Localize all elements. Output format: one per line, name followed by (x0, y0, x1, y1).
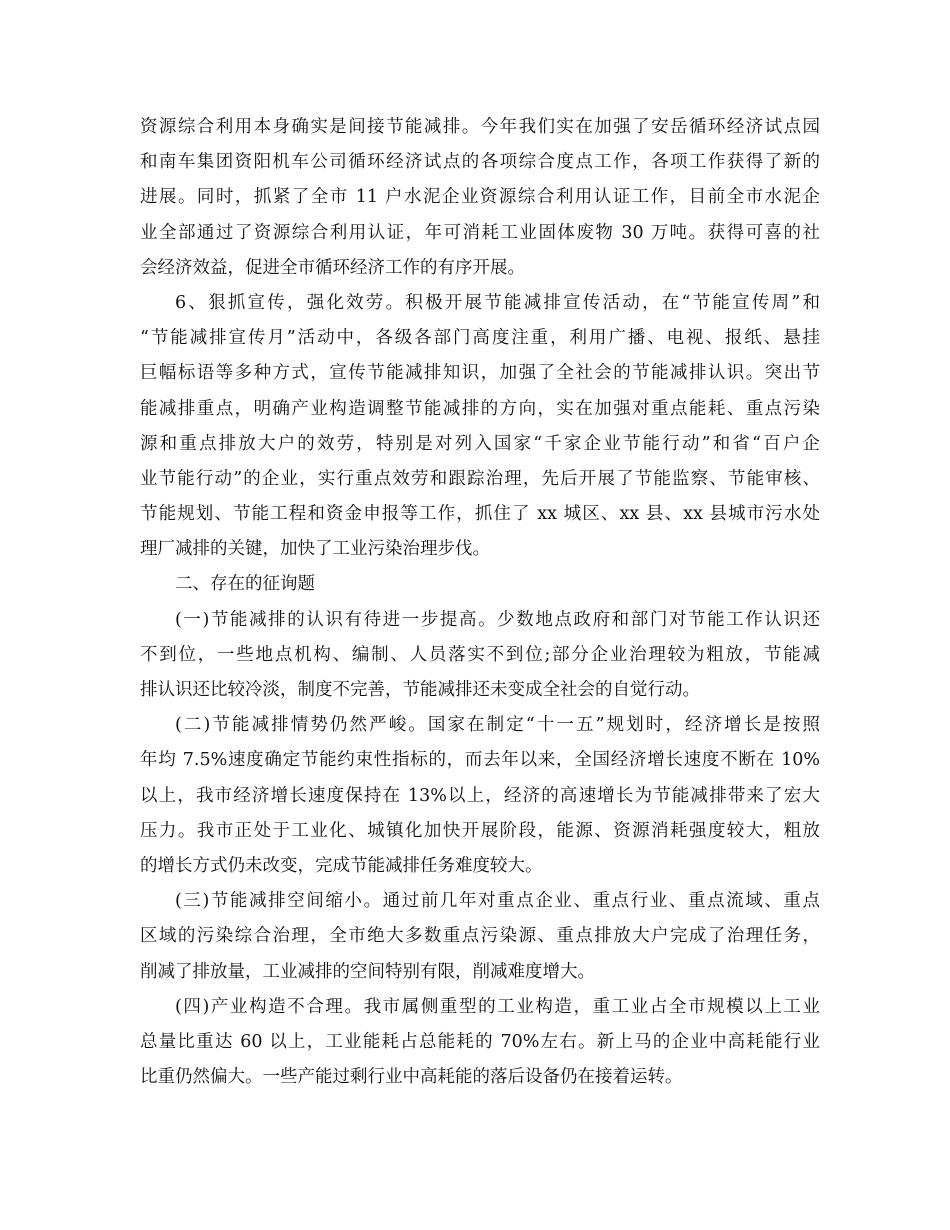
text-line: 进展。同时，抓紧了全市 11 户水泥企业资源综合利用认证工作，目前全市水泥企 (140, 187, 820, 208)
text-line: 节能规划、节能工程和资金申报等工作，抓住了 xx 城区、xx 县、xx 县城市污水处 (140, 504, 820, 525)
text-line: 6、狠抓宣传，强化效劳。积极开展节能减排宣传活动，在“节能宣传周”和 (175, 292, 820, 313)
text-line: (三)节能减排空间缩小。通过前几年对重点企业、重点行业、重点流域、重点 (175, 891, 820, 912)
paragraph (140, 708, 820, 884)
text-line: 业全部通过了资源综合利用认证，年可消耗工业固体废物 30 万吨。获得可喜的社 (140, 222, 820, 243)
text-line: 会经济效益，促进全市循环经济工作的有序开展。 (140, 257, 525, 278)
section-heading (140, 567, 820, 602)
text-line: 以上，我市经济增长速度保持在 13%以上，经济的高速增长为节能减排带来了宏大 (140, 785, 820, 806)
text-line: 理厂减排的关键，加快了工业污染治理步伐。 (140, 539, 490, 560)
text-line: 巨幅标语等多种方式，宣传节能减排知识，加强了全社会的节能减排认识。突出节 (140, 363, 820, 384)
text-line: (二)节能减排情势仍然严峻。国家在制定“十一五”规划时，经济增长是按照 (175, 715, 820, 736)
paragraph (140, 110, 820, 286)
text-line: 年均 7.5%速度确定节能约束性指标的，而去年以来，全国经济增长速度不断在 10% (140, 750, 820, 771)
text-line: (一)节能减排的认识有待进一步提高。少数地点政府和部门对节能工作认识还 (175, 609, 820, 630)
text-line: “节能减排宣传月”活动中，各级各部门高度注重，利用广播、电视、报纸、悬挂 (140, 328, 820, 349)
text-line: 区域的污染综合治理，全市绝大多数重点污染源、重点排放大户完成了治理任务， (140, 926, 820, 947)
paragraph (140, 286, 820, 568)
text-line: 资源综合利用本身确实是间接节能减排。今年我们实在加强了安岳循环经济试点园 (140, 117, 820, 137)
section-heading-text: 二、存在的征询题 (175, 574, 315, 595)
paragraph (140, 603, 820, 709)
text-line: 业节能行动”的企业，实行重点效劳和跟踪治理，先后开展了节能监察、节能审核、 (140, 468, 820, 489)
text-line: 能减排重点，明确产业构造调整节能减排的方向，实在加强对重点能耗、重点污染 (140, 398, 820, 419)
text-line: 削减了排放量，工业减排的空间特别有限，削减难度增大。 (140, 961, 595, 982)
text-line: 源和重点排放大户的效劳，特别是对列入国家“千家企业节能行动”和省“百户企 (140, 433, 820, 454)
text-line: 排认识还比较冷淡，制度不完善，节能减排还未变成全社会的自觉行动。 (140, 680, 700, 700)
text-line: (四)产业构造不合理。我市属侧重型的工业构造，重工业占全市规模以上工业 (175, 996, 820, 1017)
text-line: 的增长方式仍未改变，完成节能减排任务难度较大。 (140, 855, 543, 876)
text-line: 总量比重达 60 以上，工业能耗占总能耗的 70%左右。新上马的企业中高耗能行业 (140, 1031, 820, 1052)
document-body (140, 110, 820, 1095)
text-line: 和南车集团资阳机车公司循环经济试点的各项综合度点工作，各项工作获得了新的 (140, 152, 820, 173)
text-line: 压力。我市正处于工业化、城镇化加快开展阶段，能源、资源消耗强度较大，粗放 (140, 820, 820, 841)
text-line: 比重仍然偏大。一些产能过剩行业中高耗能的落后设备仍在接着运转。 (140, 1067, 683, 1088)
paragraph (140, 884, 820, 990)
text-line: 不到位，一些地点机构、编制、人员落实不到位;部分企业治理较为粗放，节能减 (140, 644, 820, 665)
paragraph (140, 990, 820, 1096)
